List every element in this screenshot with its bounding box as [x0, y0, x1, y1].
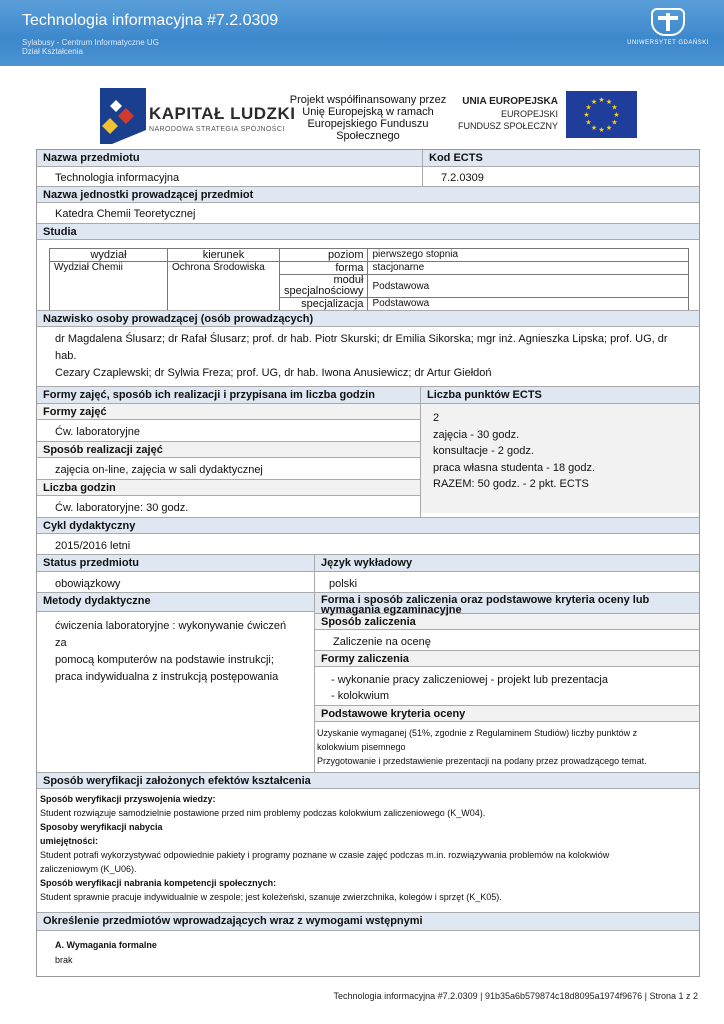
eu-text-line: EUROPEJSKI [500, 109, 558, 119]
ects-code: 7.2.0309 [423, 166, 699, 186]
status-col [37, 555, 315, 592]
unit-name: Katedra Chemii Teoretycznej [37, 202, 699, 223]
ug-crest-icon [651, 8, 685, 36]
svg-text:★: ★ [585, 118, 592, 127]
methods-line: ćwiczenia laboratoryjne : wykonywanie ćwiczeń za [55, 620, 287, 649]
ects-line: 2 [433, 412, 440, 424]
ects-line: RAZEM: 50 godz. - 2 pkt. ECTS [433, 478, 589, 490]
form-line: - kolokwium [331, 690, 390, 702]
svg-text:★: ★ [605, 98, 613, 106]
methods [37, 611, 314, 692]
section-header: Studia [37, 223, 699, 239]
status-lang-row [37, 554, 699, 592]
ects-line: konsultacje - 2 godz. [433, 445, 534, 457]
header-subtitle [22, 38, 159, 56]
svg-text:★: ★ [585, 103, 592, 112]
col-header: kierunek [168, 249, 280, 262]
section-header: Nazwa przedmiotu [37, 150, 422, 166]
teachers [37, 326, 699, 386]
label-line: moduł [333, 274, 364, 286]
field-label: specjalizacja [280, 298, 368, 311]
methods-col [37, 593, 315, 772]
section-header: Nazwisko osoby prowadzącej (osób prowadzących) [37, 310, 699, 326]
verification-label: Sposób weryfikacji nabrania kompetencji społecznych: [40, 878, 277, 888]
methods-line: pomocą komputerów na podstawie instrukcji; [55, 654, 274, 666]
page-header [0, 0, 724, 66]
section-header: Status przedmiotu [37, 555, 314, 571]
svg-text:★: ★ [598, 126, 605, 134]
criteria-line: Uzyskanie wymaganej (51%, zgodnie z Regulaminem Studiów) liczby punktów z [317, 728, 638, 738]
kl-subtitle: NARODOWA STRATEGIA SPÓJNOŚCI [149, 126, 285, 133]
assessment-col [315, 593, 699, 772]
cycle: 2015/2016 letni [37, 533, 699, 554]
classes-row [37, 386, 699, 517]
verification-text: Student sprawnie pracuje indywidualnie w zespole; jest koleżeński, szanuje zwierzchnika, kolegów i sprzęt (K_K05). [40, 892, 502, 902]
subsection-header: Podstawowe kryteria oceny [315, 705, 699, 721]
col-header: wydział [50, 249, 168, 262]
page-title: Technologia informacyjna #7.2.0309 [22, 12, 279, 29]
subsection-header: Sposób zaliczenia [315, 613, 699, 629]
kapital-ludzki-logo-icon [100, 86, 146, 144]
field-label [280, 275, 368, 298]
header-sub-line: Dział Kształcenia [22, 47, 83, 56]
teachers-line: Cezary Czaplewski; dr Sylwia Freza; prof. UG, dr hab. Iwona Anusiewicz; dr Artur Giełdoń [55, 367, 492, 379]
svg-text:★: ★ [598, 96, 605, 104]
header-line: Forma i sposób zaliczenia oraz podstawowe kryteria oceny lub [321, 594, 650, 606]
header-sub-line: Sylabusy - Centrum Informatyczne UG [22, 38, 159, 47]
class-mode: zajęcia on-line, zajęcia w sali dydaktycznej [37, 457, 420, 479]
section-header: Określenie przedmiotów wprowadzających wraz z wymogami wstępnymi [37, 912, 699, 930]
subsection-header: Liczba godzin [37, 479, 420, 495]
eu-fund-text [458, 96, 558, 132]
svg-text:★: ★ [590, 98, 598, 106]
svg-text:★: ★ [583, 111, 590, 119]
verification-text: Student rozwiązuje samodzielnie postawione przed nim problemy podczas kolokwium zaliczeniowego (K_W04). [40, 808, 486, 818]
ects-points [421, 403, 699, 513]
section-header: Liczba punktów ECTS [421, 387, 699, 403]
subsection-header: Sposób realizacji zajęć [37, 441, 420, 457]
studies-block [37, 239, 699, 310]
prerequisites-label: A. Wymagania formalne [55, 940, 157, 950]
kl-title: KAPITAŁ LUDZKI [149, 104, 296, 123]
kapital-ludzki-text [149, 104, 295, 133]
section-header: Kod ECTS [423, 150, 699, 166]
syllabus-form [36, 149, 700, 977]
studies-table [49, 248, 689, 311]
label-line: specjalnościowy [284, 285, 364, 297]
eu-text-line: UNIA EUROPEJSKA [462, 96, 558, 107]
methods-line: praca indywidualna z instrukcją postępowania [55, 671, 279, 683]
ug-name: UNIWERSYTET GDAŃSKI [627, 40, 709, 46]
ects-points-col [421, 387, 699, 517]
teachers-line: dr Magdalena Ślusarz; dr Rafał Ślusarz; prof. dr hab. Piotr Skurski; dr Emilia Sikorska; mgr inż. Agnieszka Lipska; prof. UG, dr hab. [55, 333, 668, 362]
faculty-value: Wydział Chemii [50, 262, 168, 311]
eu-text-line: FUNDUSZ SPOŁECZNY [458, 121, 559, 131]
verification-text: zaliczeniowym (K_U06). [40, 864, 137, 874]
svg-text:★: ★ [613, 111, 620, 119]
subject-status: obowiązkowy [37, 571, 314, 592]
verification-text: Student potrafi wykorzystywać odpowiednie pakiety i programy poznane w czasie zajęć podczas m.in. rozwiązywania problemów na kolokwiów [40, 850, 610, 860]
section-header: Sposób weryfikacji założonych efektów kształcenia [37, 772, 699, 788]
ects-line: praca własna studenta - 18 godz. [433, 461, 596, 474]
criteria-line: kolokwium pisemnego [317, 742, 406, 752]
prerequisites [37, 930, 699, 976]
form-line: - wykonanie pracy zaliczeniowej - projekt lub prezentacja [331, 674, 608, 686]
section-header: Język wykładowy [315, 555, 699, 571]
major-value: Ochrona Środowiska [168, 262, 280, 311]
field-value: Podstawowa [368, 298, 689, 311]
verification-label: Sposób weryfikacji przyswojenia wiedzy: [40, 794, 216, 804]
subsection-header: Formy zajęć [37, 403, 420, 419]
field-label: forma [280, 262, 368, 275]
header-line: wymagania egzaminacyjne [321, 604, 462, 616]
svg-text:★: ★ [611, 103, 618, 112]
field-value: stacjonarne [368, 262, 689, 275]
project-note: Projekt współfinansowany przez Unię Europejską w ramach Europejskiego Funduszu Społecznego [289, 94, 447, 142]
section-header [315, 593, 699, 616]
criteria-line: Przygotowanie i przedstawienie prezentacji na podany przez prowadzącego temat. [317, 756, 647, 766]
ects-code-col [423, 150, 699, 186]
assessment-forms [315, 666, 699, 705]
section-header: Nazwa jednostki prowadzącej przedmiot [37, 186, 699, 202]
subject-name: Technologia informacyjna [37, 166, 422, 186]
class-form: Ćw. laboratoryjne [37, 419, 420, 441]
field-value: pierwszego stopnia [368, 249, 689, 262]
svg-text:★: ★ [605, 124, 613, 132]
name-code-row [37, 150, 699, 186]
page-footer: Technologia informacyjna #7.2.0309 | 91b35a6b579874c18d8095a1974f9676 | Strona 1 z 2 [333, 991, 698, 1001]
assessment-method: Zaliczenie na ocenę [315, 629, 699, 650]
ects-line: zajęcia - 30 godz. [433, 428, 520, 441]
class-hours: Ćw. laboratoryjne: 30 godz. [37, 495, 420, 517]
verification [37, 788, 699, 912]
verification-label: umiejętności: [40, 836, 99, 846]
section-header: Metody dydaktyczne [37, 593, 314, 611]
ug-logo [626, 8, 710, 46]
svg-text:★: ★ [611, 118, 618, 127]
eu-logos-band [0, 82, 724, 146]
svg-text:★: ★ [590, 124, 598, 132]
verification-label: Sposoby weryfikacji nabycia [40, 822, 163, 832]
eu-flag-icon [566, 91, 637, 138]
language: polski [315, 571, 699, 592]
field-value: Podstawowa [368, 275, 689, 298]
section-header: Formy zajęć, sposób ich realizacji i przypisana im liczba godzin [37, 387, 420, 403]
methods-row [37, 592, 699, 772]
subject-name-col [37, 150, 423, 186]
subsection-header: Formy zaliczenia [315, 650, 699, 666]
assessment-criteria [315, 721, 699, 772]
section-header: Cykl dydaktyczny [37, 517, 699, 533]
field-label: poziom [280, 249, 368, 262]
classes-col [37, 387, 421, 517]
language-col [315, 555, 699, 592]
prerequisites-value: brak [55, 955, 73, 965]
